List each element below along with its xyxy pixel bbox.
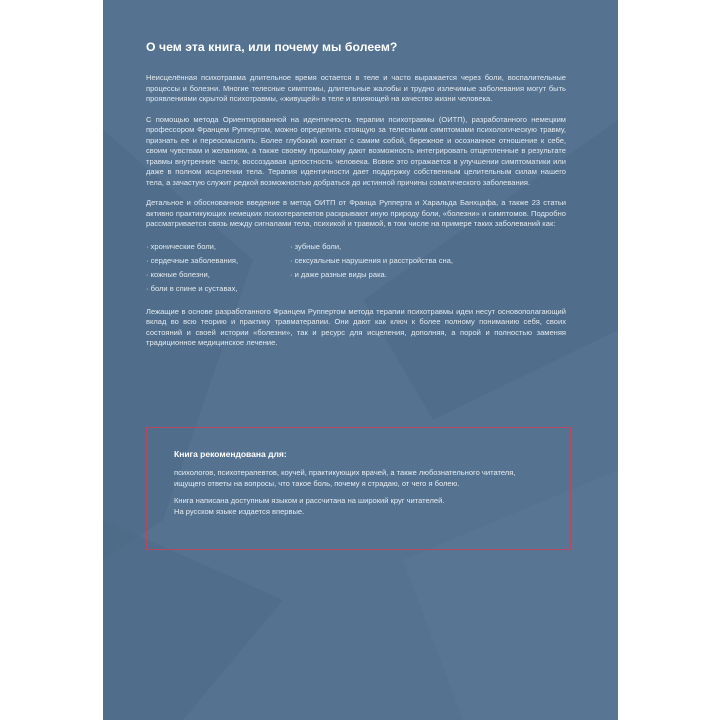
recommendation-title: Книга рекомендована для: xyxy=(174,449,287,459)
list-item: · зубные боли, xyxy=(290,240,453,254)
list-item: · кожные болезни, xyxy=(146,268,290,282)
back-cover xyxy=(103,0,618,720)
paragraph-method: С помощью метода Ориентированной на идентичность терапии психотравмы (ОИТП), разработанного немецким профессором Францем Руппертом, можно определить стоящую за телесными симптомами психологическую травму, признать ее и переосмыслить. Более глубокий контакт с самим собой, бережное и осознанное отношение к себе, своим чувствам и желаниям, а также своему прошлому дают возможность интегрировать отщепленные в результате травмы внутренние части, воссоздавая целостность человека. Вовне это отражается в улучшении симптоматики или даже в полном исцелении тела. Терапия идентичности дает поддержку собственным целительным силам нашего тела, а зачастую служит редкой возможностью добраться до истинной причины соматического заболевания. xyxy=(146,114,566,187)
recommendation-box xyxy=(146,427,571,550)
recommendation-line: психологов, психотерапевтов, коучей, практикующих врачей, а также любознательного читателя, xyxy=(174,468,516,477)
disease-list-left xyxy=(146,240,290,296)
paragraph-intro: Неисцелённая психотравма длительное время остается в теле и часто выражается через боли, воспалительные процессы и болезни. Многие телесные симптомы, длительные жалобы и трудно излечимые заболевания могут быть проявлениями скрытой психотравмы, «живущей» в теле и влияющей на качество жизни человека. xyxy=(146,73,566,103)
list-item: · сексуальные нарушения и расстройства сна, xyxy=(290,254,453,268)
list-item: · и даже разные виды рака. xyxy=(290,268,453,282)
recommendation-line: Книга написана доступным языком и рассчитана на широкий круг читателей. xyxy=(174,496,445,505)
recommendation-line: ищущего ответы на вопросы, что такое боль, почему я страдаю, от чего я болею. xyxy=(174,478,460,488)
disease-list-right xyxy=(290,240,453,296)
list-item: · боли в спине и суставах, xyxy=(146,282,290,296)
page-title: О чем эта книга, или почему мы болеем? xyxy=(146,40,398,54)
recommendation-line: На русском языке издается впервые. xyxy=(174,506,305,516)
paragraph-closing: Лежащие в основе разработанного Францем Руппертом метода терапии психотравмы идеи несут основополагающий вклад во всю теорию и практику травматерапии. Они дают как ключ к более полному пониманию себя, своих состояний и своей истории «болезни», так и ресурс для исцеления, дополняя, а порой и полностью заменяя традиционное медицинское лечение. xyxy=(146,306,566,347)
list-item: · хронические боли, xyxy=(146,240,290,254)
disease-list xyxy=(146,240,566,296)
paragraph-details: Детальное и обоснованное введение в метод ОИТП от Франца Рупперта и Харальда Банхцафа, а также 23 статьи активно практикующих немецких психотерапевтов раскрывают иную природу боли, «болезни» и симптомов. Подробно рассматривается связь между сигналами тела, психикой и травмой, в том числе на примере таких заболеваний как: xyxy=(146,198,566,228)
text-content xyxy=(146,40,566,359)
list-item: · сердечные заболевания, xyxy=(146,254,290,268)
